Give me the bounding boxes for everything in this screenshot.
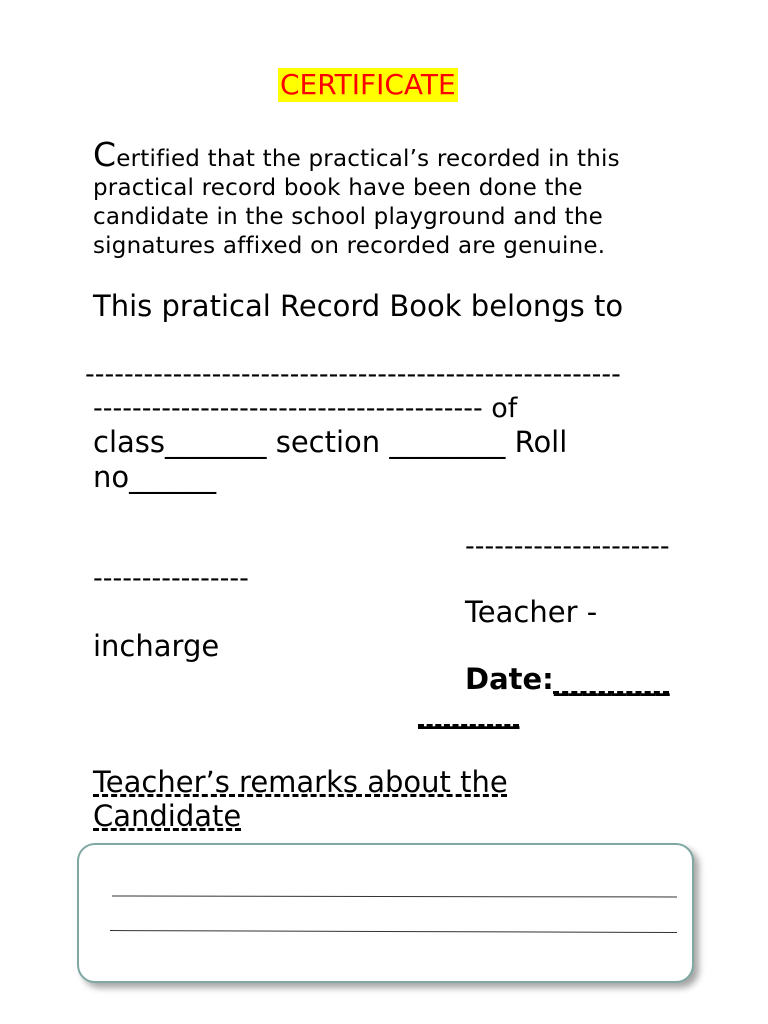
certificate-title: CERTIFICATE	[280, 68, 456, 101]
name-blank-line-1: -------------------------------------------------------	[85, 359, 621, 390]
date-field	[465, 662, 670, 696]
date-blank-1: ________	[553, 662, 670, 696]
name-blank-line-2: ---------------------------------------- of	[93, 393, 518, 424]
teacher-label: Teacher -	[465, 595, 598, 629]
date-blank-2: _______	[418, 695, 520, 729]
incharge-label: incharge	[93, 629, 220, 663]
signature-line-1: ---------------------	[465, 531, 670, 562]
remarks-heading: Teacher’s remarks about the Candidate	[93, 765, 508, 833]
certification-paragraph	[93, 135, 693, 261]
signature-line-2: ----------------	[93, 563, 249, 594]
date-label: Date:	[465, 662, 554, 696]
belongs-to-heading: This pratical Record Book belongs to	[93, 289, 624, 323]
drop-cap: C	[93, 135, 117, 174]
remarks-box	[77, 843, 694, 983]
roll-number-line: no______	[93, 460, 217, 494]
certification-text: ertified that the practical’s recorded in this practical record book have been done the candidate in the school playground and the signatures affixed on recorded are genuine.	[93, 146, 620, 259]
class-section-roll-line: class_______ section ________ Roll	[93, 425, 568, 459]
